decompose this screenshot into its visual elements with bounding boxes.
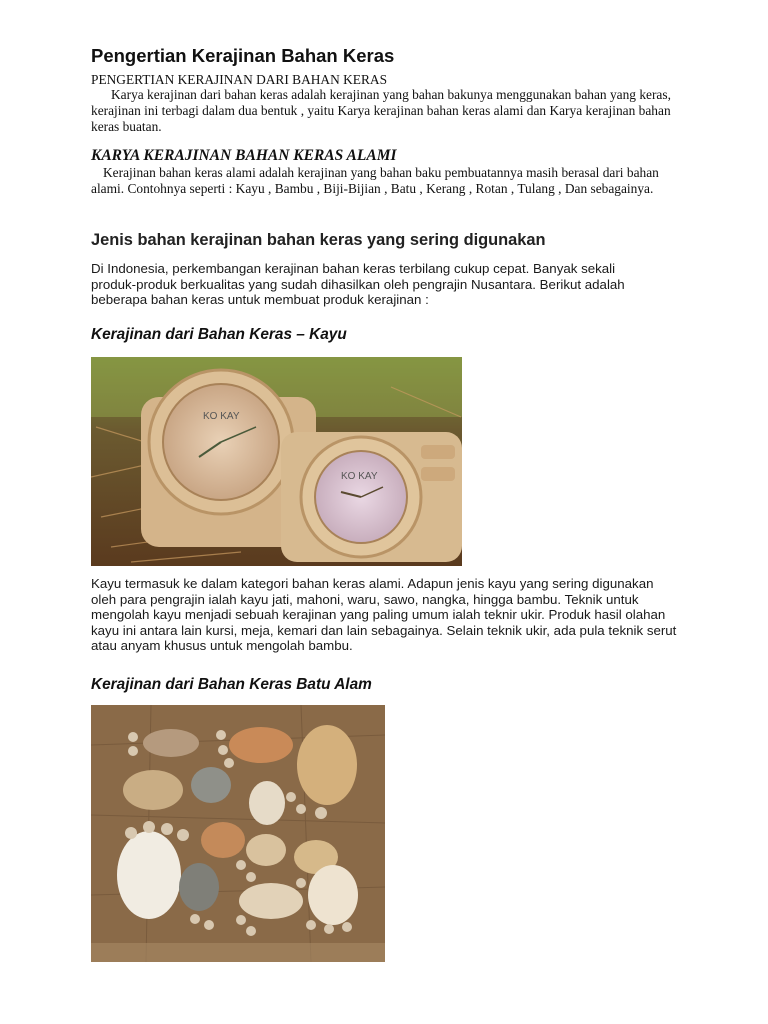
watch-brand-label-1: KO KAY xyxy=(203,411,240,422)
watch-brand-label-2: KO KAY xyxy=(341,471,378,482)
section-heading-pengertian: PENGERTIAN KERAJINAN DARI BAHAN KERAS xyxy=(91,72,388,87)
paragraph-alami: Kerajinan bahan keras alami adalah kerajinan yang bahan baku pembuatannya masih berasal dari bahan alami. Contohnya seperti : Kayu , Bambu , Biji-Bijian , Batu , Kerang , Rotan , Tulang , Dan sebagainya. xyxy=(91,165,659,196)
section-heading-batu: Kerajinan dari Bahan Keras Batu Alam xyxy=(91,676,372,693)
paragraph-pengertian: Karya kerajinan dari bahan keras adalah kerajinan yang bahan bakunya menggunakan bahan yang keras, kerajinan ini terbagi dalam dua bentuk , yaitu Karya kerajinan bahan keras alami dan Karya kerajinan bahan keras buatan. xyxy=(91,87,671,134)
section-heading-alami: KARYA KERAJINAN BAHAN KERAS ALAMI xyxy=(91,147,397,164)
paragraph-jenis: Di Indonesia, perkembangan kerajinan bahan keras terbilang cukup cepat. Banyak sekali produk-produk berkualitas yang sudah dihasilkan oleh pengrajin Nusantara. Berikut adalah beberapa bahan keras untuk membuat produk kerajinan : xyxy=(91,261,625,307)
stone-footprints-photo xyxy=(91,705,385,962)
section-heading-jenis: Jenis bahan kerajinan bahan keras yang sering digunakan xyxy=(91,231,546,249)
document-title: Pengertian Kerajinan Bahan Keras xyxy=(91,45,395,66)
section-heading-kayu: Kerajinan dari Bahan Keras – Kayu xyxy=(91,326,347,343)
wooden-watches-photo xyxy=(91,357,462,566)
paragraph-kayu: Kayu termasuk ke dalam kategori bahan keras alami. Adapun jenis kayu yang sering digunakan oleh para pengrajin ialah kayu jati, mahoni, waru, sawo, nangka, hingga bambu. Teknik untuk mengolah kayu menjadi sebuah kerajinan yang paling umum ialah teknir ukir. Produk hasil olahan kayu ini antara lain kursi, meja, kemari dan lain sebagainya. Selain teknik ukir, ada pula teknik serut atau anyam khusus untuk mengolah bambu. xyxy=(91,576,677,653)
